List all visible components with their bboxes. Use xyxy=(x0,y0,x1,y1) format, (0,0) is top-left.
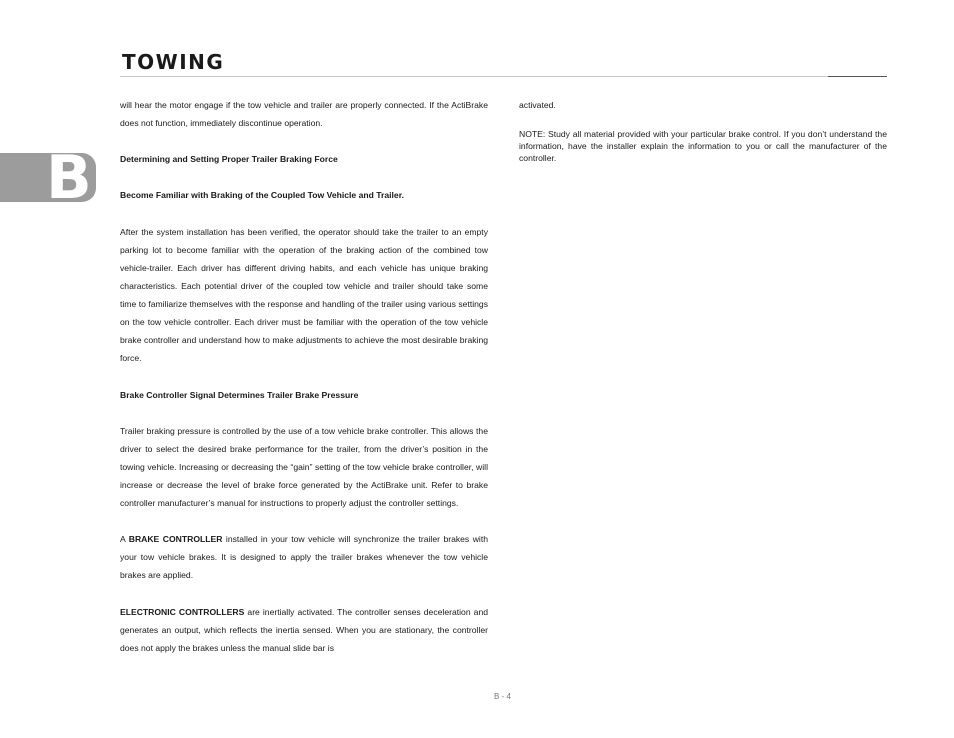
paragraph-electronic-controllers xyxy=(120,603,488,657)
brake-controller-prefix: A xyxy=(120,534,129,545)
paragraph-note: NOTE: Study all material provided with your particular brake control. If you don’t understand the information, have the installer explain the information to you or call the manufacturer of the controller. xyxy=(519,129,887,164)
section-tab-letter: B xyxy=(46,153,92,202)
heading-controller-signal: Brake Controller Signal Determines Trailer Brake Pressure xyxy=(120,389,359,400)
header-rule xyxy=(120,76,887,77)
brake-controller-text: installed in your tow vehicle will synchronize the trailer brakes with your tow vehicle brakes. It is designed to apply the trailer brakes whenever the tow vehicle brakes are applied. xyxy=(120,534,488,581)
right-column xyxy=(519,96,887,164)
section-tab xyxy=(0,153,96,202)
electronic-controllers-term: ELECTRONIC CONTROLLERS xyxy=(120,606,245,617)
page-number: B - 4 xyxy=(494,692,511,701)
paragraph-brake-controller xyxy=(120,530,488,584)
paragraph-activated: activated. xyxy=(519,100,556,110)
left-column xyxy=(120,96,488,657)
heading-familiar-braking: Become Familiar with Braking of the Coupled Tow Vehicle and Trailer. xyxy=(120,190,404,201)
brake-controller-term: BRAKE CONTROLLER xyxy=(128,534,223,545)
paragraph-system-installation: After the system installation has been verified, the operator should take the trailer to an empty parking lot to become familiar with the operation of the braking action of the combined tow vehicle-trailer. Each driver has different driving habits, and each vehicle has unique braking characteristics. Each potential driver of the coupled tow vehicle and trailer should take some time to familiarize themselves with the response and handling of the trailer using various settings on the tow vehicle controller. Each driver must be familiar with the operation of the tow vehicle brake controller and understand how to make adjustments to achieve the most desirable braking force. xyxy=(120,226,488,364)
electronic-controllers-text: are inertially activated. The controller senses deceleration and generates an output, which reflects the inertia sensed. When you are stationary, the controller does not apply the brakes unless the manual slide bar is xyxy=(120,606,489,653)
heading-braking-force: Determining and Setting Proper Trailer Braking Force xyxy=(120,154,338,165)
paragraph-motor-engage: will hear the motor engage if the tow vehicle and trailer are properly connected. If the ActiBrake does not function, immediately discontinue operation. xyxy=(120,100,488,129)
paragraph-braking-pressure: Trailer braking pressure is controlled by the use of a tow vehicle brake controller. This allows the driver to select the desired brake performance for the trailer, from the driver’s position in the towing vehicle. Increasing or decreasing the “gain” setting of the tow vehicle brake controller, will increase or decrease the level of brake force generated by the ActiBrake unit. Refer to brake controller manufacturer’s manual for instructions to properly adjust the controller settings. xyxy=(120,425,488,509)
header-rule-accent xyxy=(828,76,887,77)
page-title: TOWING xyxy=(122,50,225,74)
